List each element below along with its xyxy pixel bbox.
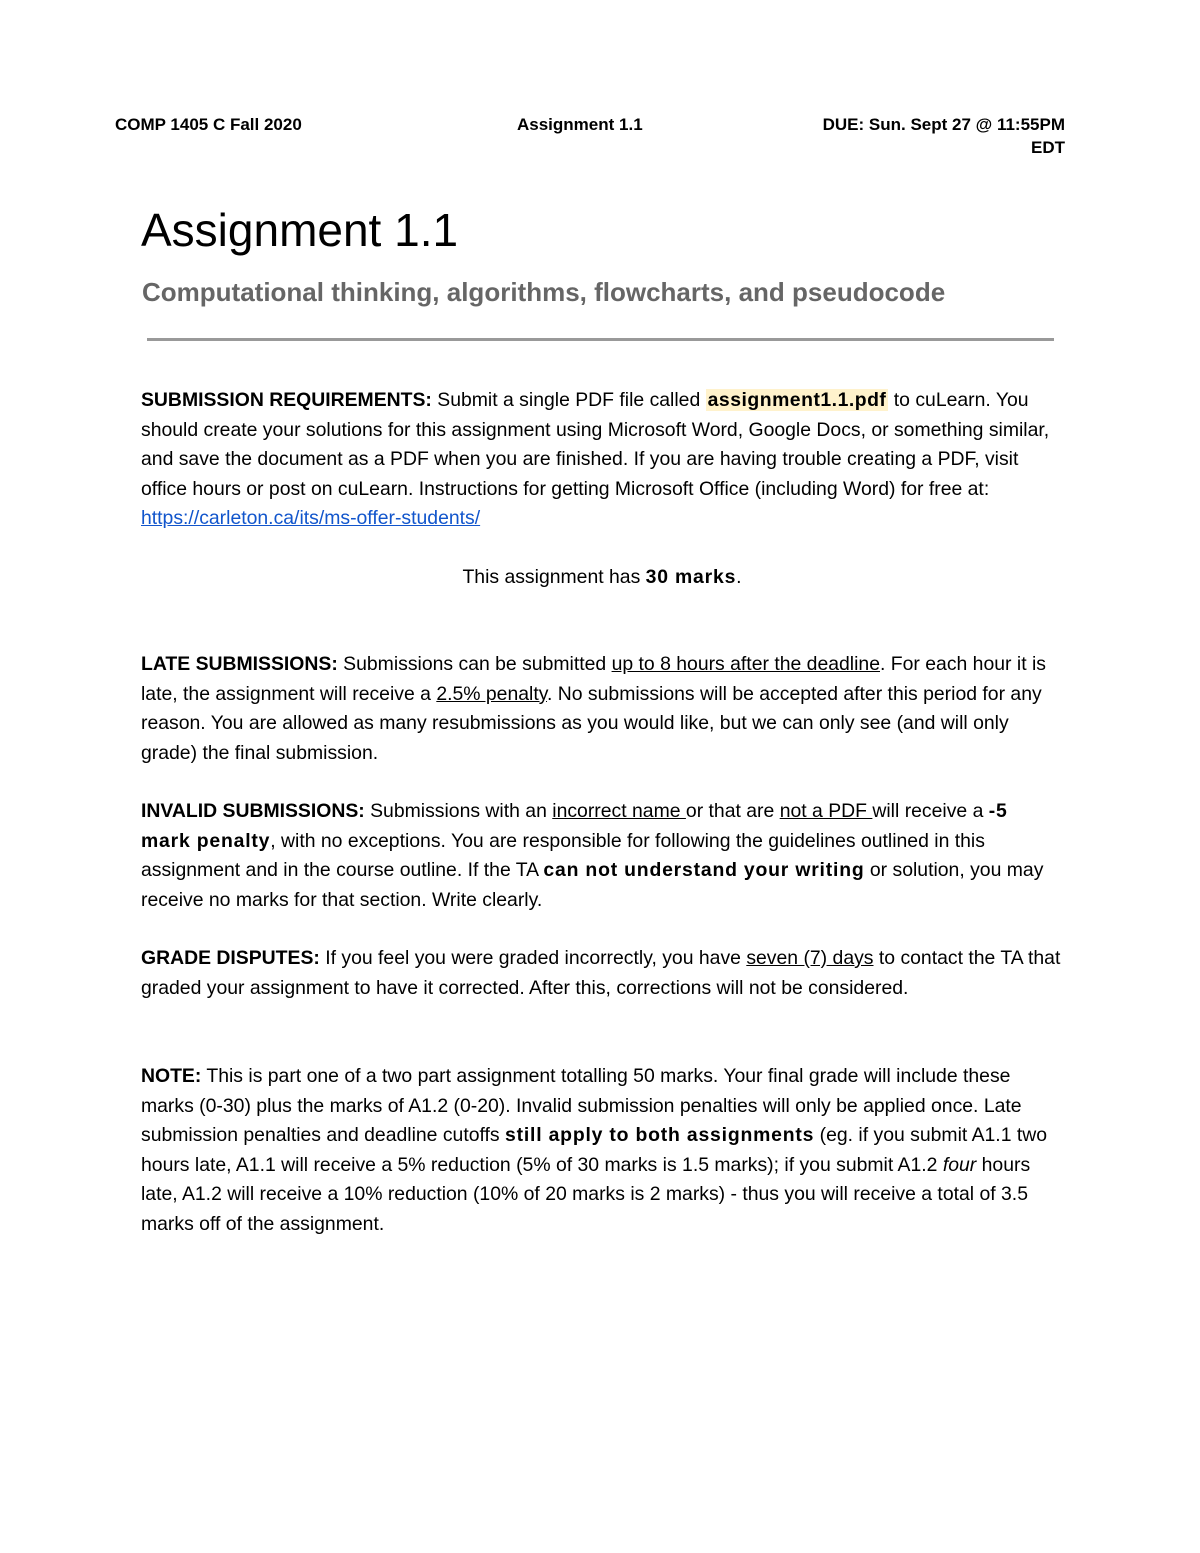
title-divider bbox=[147, 338, 1054, 341]
late-label: LATE SUBMISSIONS: bbox=[141, 653, 338, 675]
marks-text: This assignment has bbox=[462, 566, 646, 588]
marks-end: . bbox=[736, 566, 742, 588]
header-assignment: Assignment 1.1 bbox=[517, 115, 643, 134]
page-title: Assignment 1.1 bbox=[141, 204, 459, 256]
grade-disputes bbox=[141, 944, 1063, 1003]
late-text-3: . No submissions will be accepted after this period for any reason. You are allowed as many resubmissions as you would like, but we can only see (and will only grade) the final submission. bbox=[141, 682, 1042, 764]
late-deadline-window: up to 8 hours after the deadline bbox=[611, 653, 880, 675]
submission-label: SUBMISSION REQUIREMENTS: bbox=[141, 389, 432, 411]
late-penalty: 2.5% penalty bbox=[436, 682, 547, 705]
note-text-2: (eg. if you submit A1.1 two hours late, A1.1 will receive a 5% reduction (5% of 30 marks is 1.5 marks); if you submit A1.2 bbox=[141, 1124, 1048, 1176]
invalid-text-5: or solution, you may receive no marks for that section. Write clearly. bbox=[141, 859, 1044, 911]
note-four: four bbox=[942, 1153, 977, 1176]
invalid-writing-warning: can not understand your writing bbox=[543, 859, 865, 882]
submission-text-1: Submit a single PDF file called bbox=[431, 389, 706, 411]
invalid-text-3: will receive a bbox=[872, 800, 989, 822]
note-both-assignments: still apply to both assignments bbox=[505, 1124, 815, 1147]
due-date-line2: EDT bbox=[1031, 138, 1065, 157]
invalid-not-pdf: not a PDF bbox=[779, 800, 873, 822]
total-marks bbox=[141, 563, 1063, 593]
invalid-incorrect-name: incorrect name bbox=[552, 800, 686, 822]
course-code: COMP 1405 C Fall 2020 bbox=[115, 115, 302, 134]
ms-office-link[interactable]: https://carleton.ca/its/ms-offer-students/ bbox=[141, 507, 481, 530]
submission-requirements bbox=[141, 386, 1063, 534]
invalid-text-2: or that are bbox=[685, 800, 780, 822]
grade-text-2: to contact the TA that graded your assignment to have it corrected. After this, corrections will not be considered. bbox=[141, 947, 1061, 999]
invalid-text-1: Submissions with an bbox=[364, 800, 553, 822]
grade-text-1: If you feel you were graded incorrectly, you have bbox=[319, 947, 747, 969]
invalid-submissions bbox=[141, 797, 1063, 915]
note-text-1: This is part one of a two part assignment totalling 50 marks. Your final grade will include these marks (0-30) plus the marks of A1.2 (0-20). Invalid submission penalties will only be applied once. Late submission penalties and deadline cutoffs bbox=[141, 1065, 1022, 1147]
grade-label: GRADE DISPUTES: bbox=[141, 947, 320, 969]
late-submissions bbox=[141, 650, 1063, 768]
invalid-label: INVALID SUBMISSIONS: bbox=[141, 800, 365, 822]
grade-days: seven (7) days bbox=[746, 947, 874, 969]
invalid-text-4: , with no exceptions. You are responsible for following the guidelines outlined in this assignment and in the course outline. If the TA bbox=[141, 829, 985, 882]
due-date-line1: DUE: Sun. Sept 27 @ 11:55PM bbox=[822, 115, 1065, 134]
submission-text-2: to cuLearn. You should create your solutions for this assignment using Microsoft Word, Google Docs, or something similar, and save the document as a PDF when you are finished. If you are having trouble creating a PDF, visit office hours or post on cuLearn. Instructions for getting Microsoft Office (including Word) for free at: bbox=[141, 389, 1050, 500]
late-text-1: Submissions can be submitted bbox=[337, 653, 612, 675]
note-section bbox=[141, 1062, 1063, 1240]
marks-value: 30 marks bbox=[645, 566, 737, 588]
page-header bbox=[115, 113, 1065, 163]
due-date bbox=[765, 113, 1065, 159]
invalid-penalty: -5 mark penalty bbox=[141, 800, 1008, 852]
submission-filename: assignment1.1.pdf bbox=[707, 389, 887, 411]
late-text-2: . For each hour it is late, the assignment will receive a bbox=[141, 653, 1046, 705]
note-text-3: hours late, A1.2 will receive a 10% reduction (10% of 20 marks is 2 marks) - thus you will receive a total of 3.5 marks off of the assignment. bbox=[141, 1153, 1031, 1235]
page-subtitle: Computational thinking, algorithms, flowcharts, and pseudocode bbox=[142, 277, 946, 307]
note-label: NOTE: bbox=[141, 1065, 202, 1087]
